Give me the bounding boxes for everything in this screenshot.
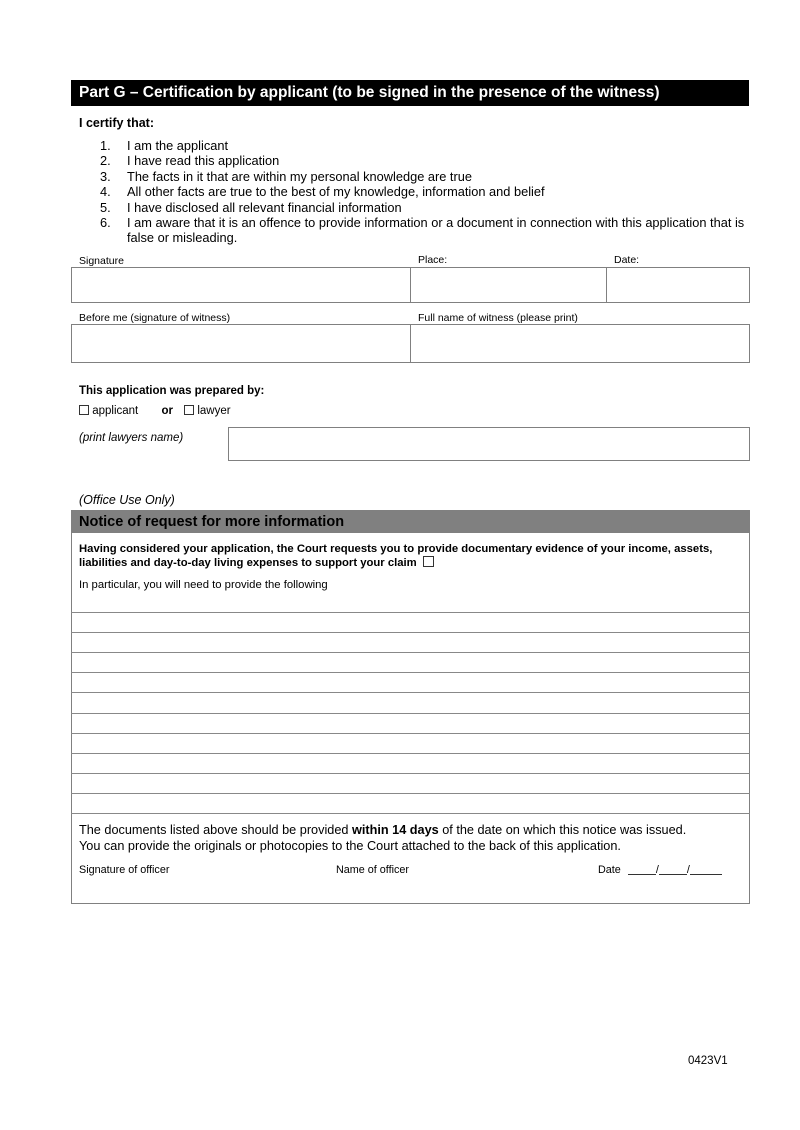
notice-header: Notice of request for more information: [72, 511, 749, 533]
particular-text: In particular, you will need to provide the following: [79, 579, 328, 591]
place-label: Place:: [418, 254, 448, 266]
list-item: 2. I have read this application: [100, 153, 280, 169]
ruled-line[interactable]: [71, 612, 750, 613]
form-code: 0423V1: [688, 1055, 728, 1067]
signature-label: Signature: [79, 255, 124, 267]
list-item: 5. I have disclosed all relevant financial information: [100, 199, 402, 215]
witness-signature-field[interactable]: [71, 324, 411, 363]
ruled-line[interactable]: [71, 813, 750, 814]
or-label: or: [161, 405, 173, 417]
lawyer-checkbox[interactable]: [184, 405, 194, 415]
lawyer-name-field[interactable]: [228, 427, 750, 461]
certify-heading: I certify that:: [79, 116, 155, 130]
notice-text: Having considered your application, the Court requests you to provide documentary evidence of your income, assets, liabilities and day-to-day living expenses to support your claim: [79, 543, 713, 569]
list-item: 6. I am aware that it is an offence to provide information or a document in connection with this application that is false or misleading.: [100, 215, 745, 246]
print-lawyer-label: (print lawyers name): [79, 432, 184, 444]
ruled-line[interactable]: [71, 753, 750, 754]
prepared-by-heading: This application was prepared by:: [79, 385, 265, 397]
date-day-field[interactable]: [628, 864, 656, 875]
ruled-line[interactable]: [71, 692, 750, 693]
certification-list: [100, 138, 750, 246]
lawyer-label: lawyer: [197, 405, 231, 417]
ruled-line[interactable]: [71, 773, 750, 774]
ruled-line[interactable]: [71, 632, 750, 633]
date-field[interactable]: [606, 267, 750, 303]
officer-date: Date / /: [598, 864, 722, 876]
witness-name-field[interactable]: [410, 324, 750, 363]
ruled-line[interactable]: [71, 672, 750, 673]
evidence-checkbox[interactable]: [423, 556, 434, 567]
name-officer-label: Name of officer: [336, 864, 410, 876]
place-field[interactable]: [410, 267, 607, 303]
ruled-line[interactable]: [71, 733, 750, 734]
list-item: 3. The facts in it that are within my personal knowledge are true: [100, 168, 472, 184]
date-year-field[interactable]: [690, 864, 722, 875]
signature-officer-label: Signature of officer: [79, 864, 170, 876]
date-label: Date:: [614, 254, 640, 266]
ruled-line[interactable]: [71, 652, 750, 653]
part-g-header: Part G – Certification by applicant (to be signed in the presence of the witness): [71, 80, 749, 106]
signature-field[interactable]: [71, 267, 411, 303]
office-use-label: (Office Use Only): [79, 493, 175, 507]
ruled-line[interactable]: [71, 793, 750, 794]
documents-instructions: The documents listed above should be provided within 14 days of the date on which this notice was issued. You can provide the originals or photocopies to the Court attached to the back of this application.: [79, 823, 687, 853]
witness-signature-label: Before me (signature of witness): [79, 312, 231, 324]
applicant-checkbox[interactable]: [79, 405, 89, 415]
prepared-by-options: [79, 405, 231, 417]
list-item: 1. I am the applicant: [100, 138, 229, 153]
witness-name-label: Full name of witness (please print): [418, 312, 578, 324]
date-month-field[interactable]: [659, 864, 687, 875]
list-item: 4. All other facts are true to the best of my knowledge, information and belief: [100, 184, 545, 200]
ruled-line[interactable]: [71, 713, 750, 714]
applicant-label: applicant: [92, 405, 139, 417]
